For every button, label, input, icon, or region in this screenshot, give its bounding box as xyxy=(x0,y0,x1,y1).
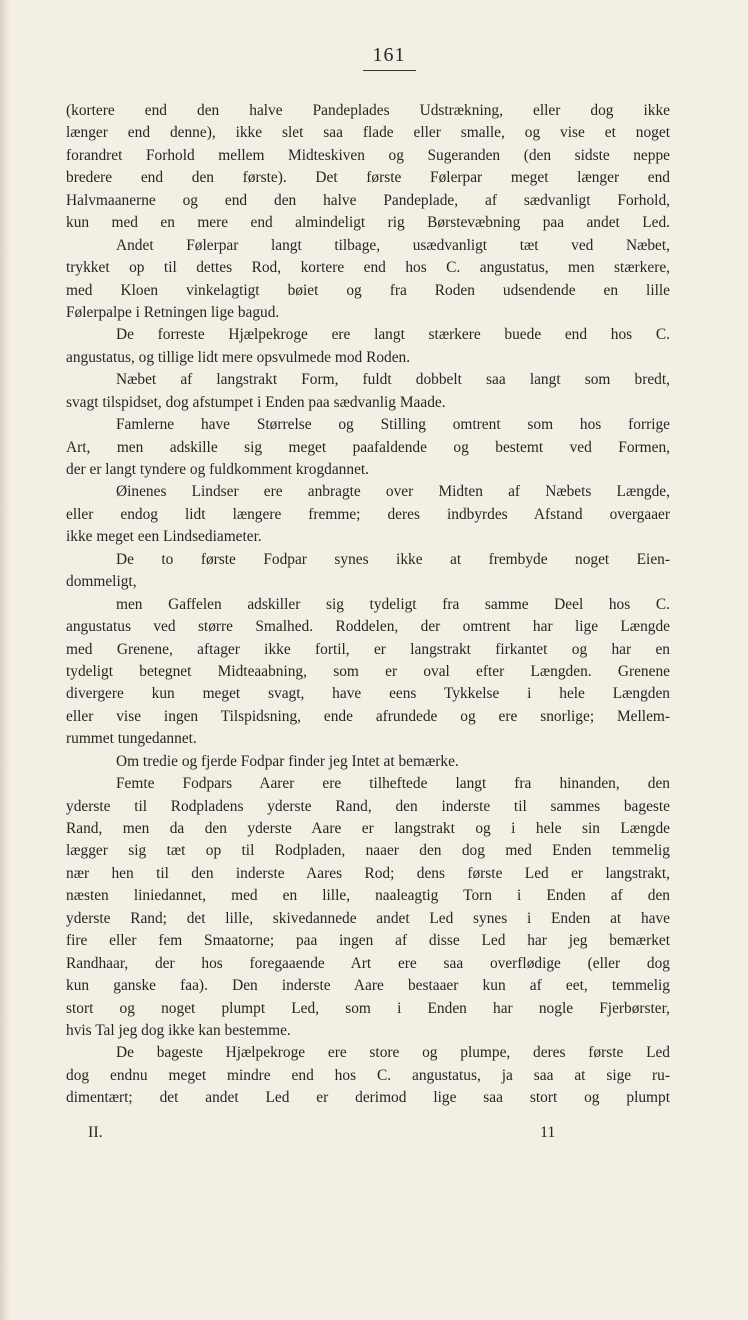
text-line: rummet tungedannet. xyxy=(66,730,197,748)
text-line: næsten liniedannet, med en lille, naaleagtig Torn i Enden af den xyxy=(66,887,670,905)
text-line: dommeligt, xyxy=(66,573,137,591)
text-line: nær hen til den inderste Aares Rod; dens første Led er langstrakt, xyxy=(66,864,670,882)
text-line: Femte Fodpars Aarer ere tilheftede langt fra hinanden, den xyxy=(116,775,670,793)
text-line: Følerpalpe i Retningen lige bagud. xyxy=(66,303,280,321)
text-line: angustatus ved større Smalhed. Roddelen, der omtrent har lige Længde xyxy=(66,618,670,636)
page-header xyxy=(0,44,748,71)
text-line: yderste til Rodpladens yderste Rand, den inderste til sammes bageste xyxy=(66,797,670,815)
text-line: (kortere end den halve Pandeplades Udstrækning, eller dog ikke xyxy=(66,102,670,119)
text-line: med Kloen vinkelagtigt bøiet og fra Roden udsendende en lille xyxy=(66,281,670,299)
text-line: med Grenene, aftager ikke fortil, er langstrakt firkantet og har en xyxy=(66,640,670,658)
signature-mark-left: II. xyxy=(88,1124,103,1141)
text-line: kun ganske faa). Den inderste Aare bestaaer kun af eet, temmelig xyxy=(66,977,670,995)
text-line: eller vise ingen Tilspidsning, ende afrundede og ere snorlige; Mellem- xyxy=(66,707,670,725)
text-line: Art, men adskille sig meget paafaldende og bestemt ved Formen, xyxy=(66,438,670,456)
text-line: stort og noget plumpt Led, som i Enden har nogle Fjerbørster, xyxy=(66,999,670,1017)
text-line: divergere kun meget svagt, have eens Tykkelse i hele Længden xyxy=(66,685,670,703)
text-line: Om tredie og fjerde Fodpar finder jeg Intet at bemærke. xyxy=(116,752,459,770)
text-line: De forreste Hjælpekroge ere langt stærkere buede end hos C. xyxy=(116,326,670,344)
text-line: ikke meget een Lindsediameter. xyxy=(66,528,262,546)
text-line: Rand, men da den yderste Aare er langstrakt og i hele sin Længde xyxy=(66,820,670,837)
text-line: trykket op til dettes Rod, kortere end hos C. angustatus, men stærkere, xyxy=(66,259,670,277)
text-line: kun med en mere end almindeligt rig Børstevæbning paa andet Led. xyxy=(66,214,670,232)
signature-mark-right: 11 xyxy=(540,1124,556,1141)
page-number: 161 xyxy=(363,44,416,71)
text-line: yderste Rand; det lille, skivedannede andet Led synes i Enden at have xyxy=(66,909,670,927)
text-line: svagt tilspidset, dog afstumpet i Enden paa sædvanlig Maade. xyxy=(66,393,446,411)
text-line: tydeligt betegnet Midteaabning, som er oval efter Længden. Grenene xyxy=(66,662,670,680)
text-line: dog endnu meget mindre end hos C. angustatus, ja saa at sige ru- xyxy=(66,1066,670,1084)
text-line: Næbet af langstrakt Form, fuldt dobbelt saa langt som bredt, xyxy=(116,371,670,389)
text-line: fire eller fem Smaatorne; paa ingen af disse Led har jeg bemærket xyxy=(66,932,670,950)
text-line: Famlerne have Størrelse og Stilling omtrent som hos forrige xyxy=(116,416,670,434)
text-line: længer end denne), ikke slet saa flade eller smalle, og vise et noget xyxy=(66,124,670,142)
text-line: men Gaffelen adskiller sig tydeligt fra samme Deel hos C. xyxy=(116,595,670,613)
text-line: eller endog lidt længere fremme; deres indbyrdes Afstand overgaaer xyxy=(66,505,670,523)
body-text xyxy=(66,100,670,1110)
text-line: bredere end den første). Det første Følerpar meget længer end xyxy=(66,169,670,187)
text-line: Randhaar, der hos foregaaende Art ere saa overflødige (eller dog xyxy=(66,954,670,972)
text-line: hvis Tal jeg dog ikke kan bestemme. xyxy=(66,1021,291,1039)
page-footer xyxy=(66,1124,670,1148)
text-line: dimentært; det andet Led er derimod lige saa stort og plumpt xyxy=(66,1089,670,1107)
text-line: Halvmaanerne og end den halve Pandeplade, af sædvanligt Forhold, xyxy=(66,191,670,209)
text-line: De bageste Hjælpekroge ere store og plumpe, deres første Led xyxy=(116,1044,670,1062)
page-edge-shadow xyxy=(0,0,10,1320)
text-line: forandret Forhold mellem Midteskiven og Sugeranden (den sidste neppe xyxy=(66,146,670,164)
text-line: Øinenes Lindser ere anbragte over Midten af Næbets Længde, xyxy=(116,483,670,501)
text-line: Andet Følerpar langt tilbage, usædvanligt tæt ved Næbet, xyxy=(116,236,670,254)
text-line: De to første Fodpar synes ikke at frembyde noget Eien- xyxy=(116,550,670,568)
text-line: der er langt tyndere og fuldkomment krogdannet. xyxy=(66,461,370,478)
text-line: angustatus, og tillige lidt mere opsvulmede mod Roden. xyxy=(66,348,411,366)
text-line: lægger sig tæt op til Rodpladen, naaer den dog med Enden temmelig xyxy=(66,842,670,860)
